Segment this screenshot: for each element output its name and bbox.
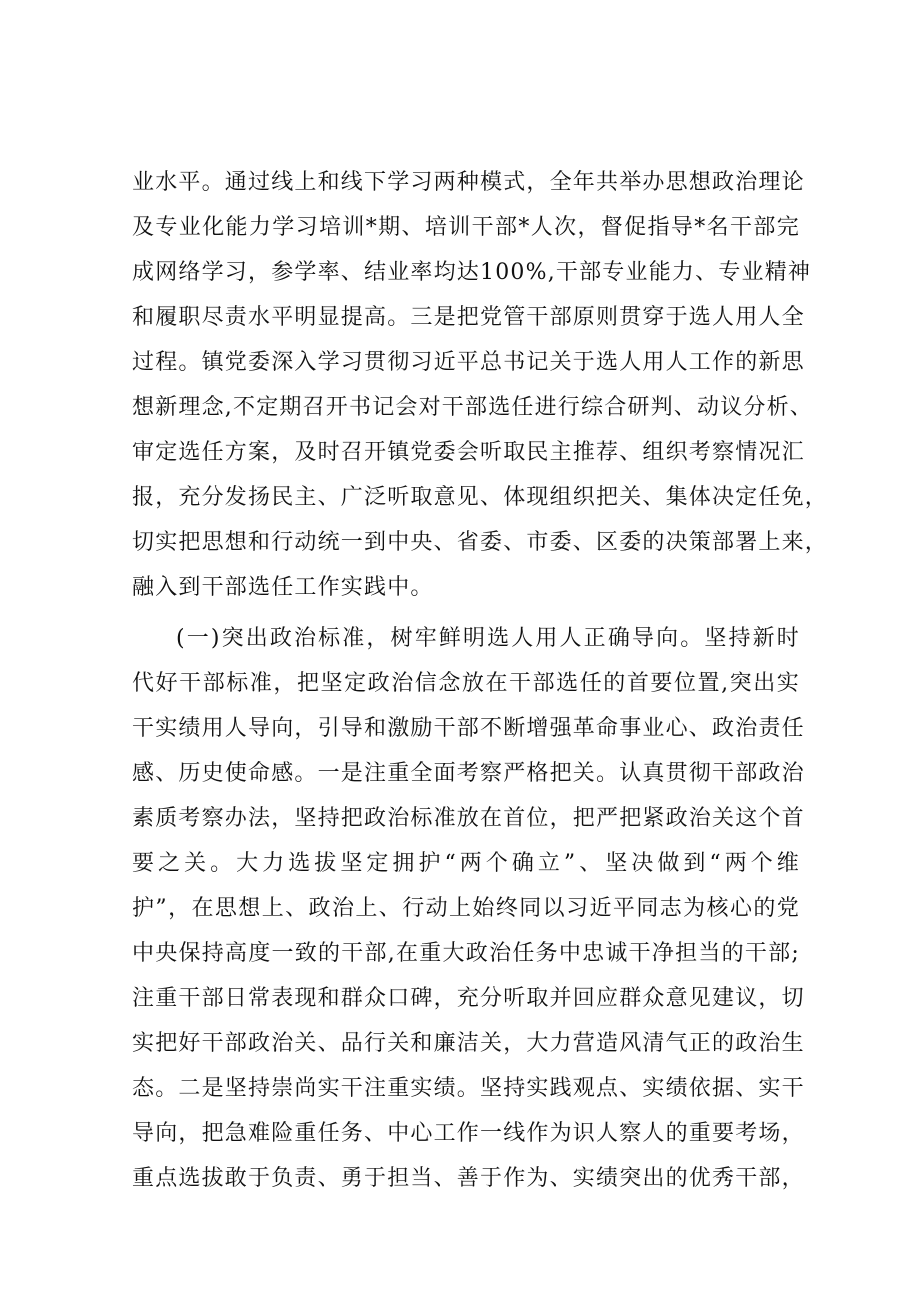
paragraph-1-line: 审定选任方案，及时召开镇党委会听取民主推荐、组织考察情况汇: [132, 440, 805, 465]
paragraph-2-line: 感、历史使命感。一是注重全面考察严格把关。认真贯彻干部政治: [132, 761, 805, 786]
paragraph-2-line: 导向，把急难险重任务、中心工作一线作为识人察人的重要考场，: [132, 1121, 805, 1146]
paragraph-2-line: 中央保持高度一致的干部,在重大政治任务中忠诚干净担当的干部;: [132, 941, 800, 966]
paragraph-2-line: 注重干部日常表现和群众口碑，充分听取并回应群众意见建议，切: [132, 986, 805, 1011]
paragraph-2-line: 重点选拔敢于负责、勇于担当、善于作为、实绩突出的优秀干部，: [132, 1166, 805, 1191]
paragraph-2-line: 素质考察办法，坚持把政治标准放在首位，把严把紧政治关这个首: [132, 806, 805, 831]
paragraph-2-line: 态。二是坚持崇尚实干注重实绩。坚持实践观点、实绩依据、实干: [132, 1076, 805, 1101]
paragraph-2-line: 实把好干部政治关、品行关和廉洁关，大力营造风清气正的政治生: [132, 1031, 805, 1056]
paragraph-1-line: 报，充分发扬民主、广泛听取意见、体现组织把关、集体决定任免，: [132, 485, 829, 510]
paragraph-1-line: 成网络学习，参学率、结业率均达100%,干部专业能力、专业精神: [132, 260, 812, 285]
paragraph-2-line: 代好干部标准，把坚定政治信念放在干部选任的首要位置,突出实: [132, 671, 800, 696]
paragraph-1-line: 和履职尽责水平明显提高。三是把党管干部原则贯穿于选人用人全: [132, 305, 805, 330]
paragraph-2-line: (一)突出政治标准，树牢鲜明选人用人正确导向。坚持新时: [176, 626, 800, 651]
paragraph-2-line: 干实绩用人导向，引导和激励干部不断增强革命事业心、政治责任: [132, 716, 805, 741]
paragraph-2-line: 要之关。大力选拔坚定拥护“两个确立”、坚决做到“两个维: [132, 851, 800, 876]
paragraph-2-line: 护”，在思想上、政治上、行动上始终同以习近平同志为核心的党: [132, 896, 800, 921]
paragraph-1-line: 过程。镇党委深入学习贯彻习近平总书记关于选人用人工作的新思: [132, 350, 805, 375]
paragraph-1-line: 业水平。通过线上和线下学习两种模式，全年共举办思想政治理论: [132, 170, 805, 195]
paragraph-1-line: 想新理念,不定期召开书记会对干部选任进行综合研判、动议分析、: [132, 395, 813, 420]
paragraph-1-line: 切实把思想和行动统一到中央、省委、市委、区委的决策部署上来，: [132, 530, 829, 555]
paragraph-1-line: 融入到干部选任工作实践中。: [132, 575, 434, 600]
paragraph-1-line: 及专业化能力学习培训*期、培训干部*人次，督促指导*名干部完: [132, 215, 800, 240]
